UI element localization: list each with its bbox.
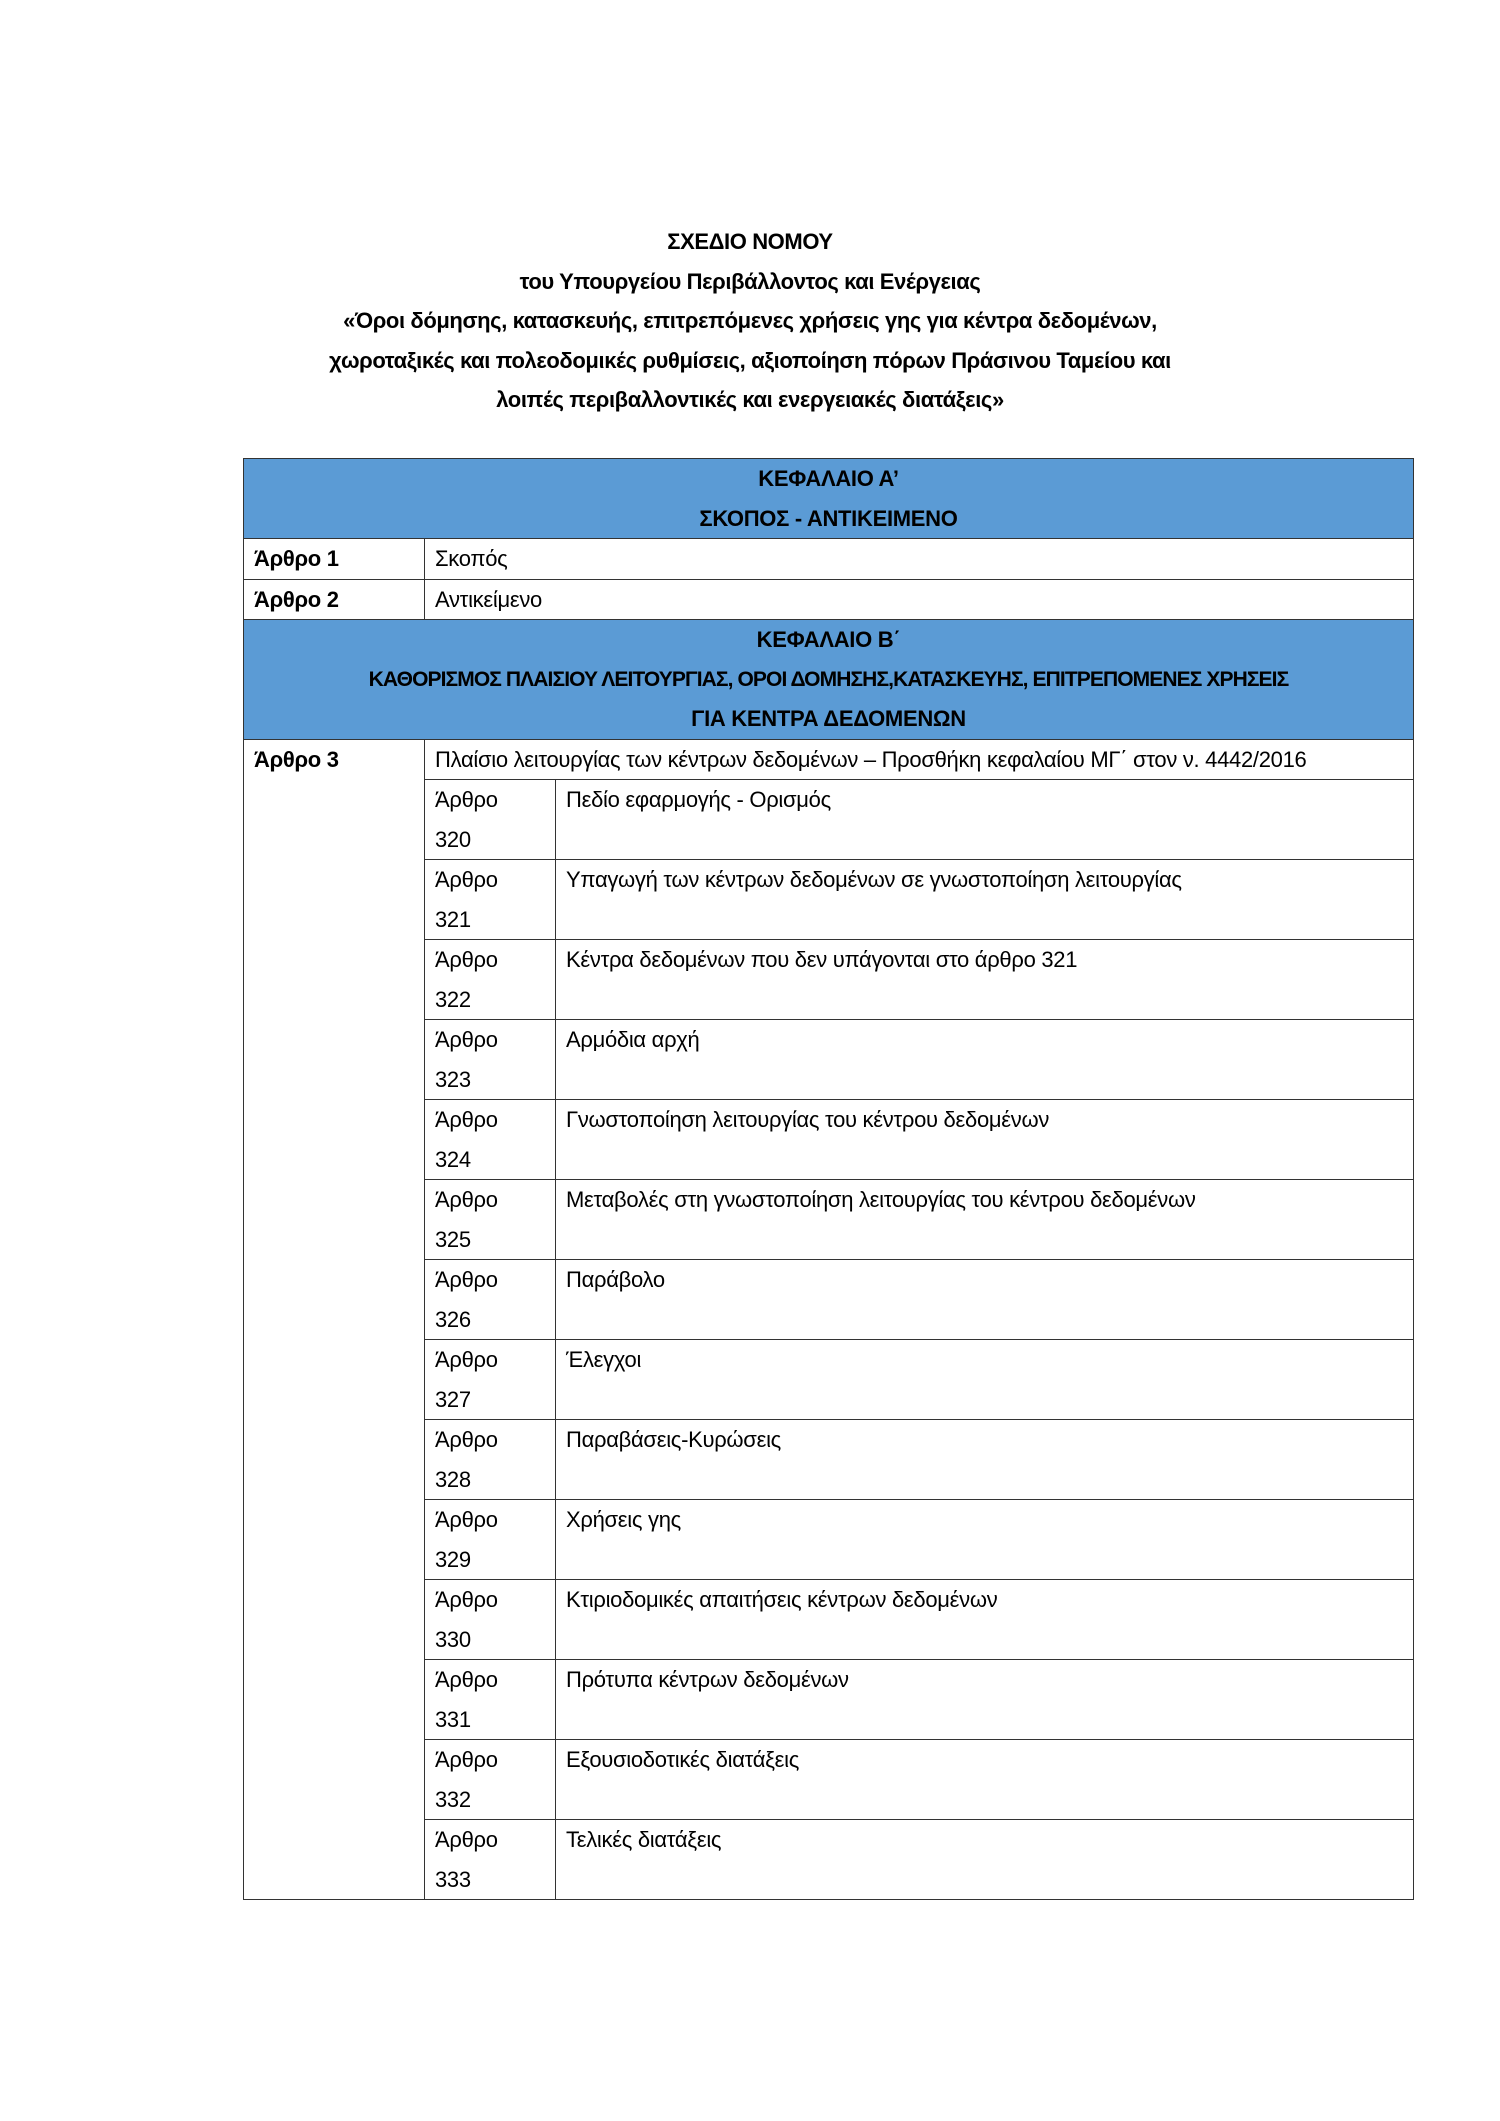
sub-article-title: Αρμόδια αρχή	[556, 1020, 1414, 1100]
sub-article-word: Άρθρο	[435, 787, 498, 812]
chapter-a-header	[244, 459, 1414, 539]
sub-article-title: Μεταβολές στη γνωστοποίηση λειτουργίας του κέντρου δεδομένων	[556, 1180, 1414, 1260]
sub-article-number	[425, 1420, 556, 1500]
sub-article-title: Παράβολο	[556, 1260, 1414, 1340]
sub-article-number	[425, 940, 556, 1020]
article-number: Άρθρο 3	[244, 739, 425, 1900]
chapter-title: ΣΚΟΠΟΣ - ΑΝΤΙΚΕΙΜΕΝΟ	[699, 505, 958, 531]
sub-article-num: 322	[435, 986, 471, 1012]
sub-article-num: 326	[435, 1306, 471, 1332]
article-title: Σκοπός	[425, 539, 1414, 580]
chapter-label: ΚΕΦΑΛΑΙΟ Β΄	[756, 627, 901, 652]
sub-article-number	[425, 1820, 556, 1900]
sub-article-num: 323	[435, 1066, 471, 1092]
sub-article-num: 320	[435, 826, 471, 852]
table-row	[244, 539, 1414, 580]
sub-article-word: Άρθρο	[435, 1747, 498, 1772]
sub-article-num: 330	[435, 1626, 471, 1652]
sub-article-title: Εξουσιοδοτικές διατάξεις	[556, 1740, 1414, 1820]
sub-article-number	[425, 1180, 556, 1260]
sub-article-word: Άρθρο	[435, 1587, 498, 1612]
sub-article-num: 329	[435, 1546, 471, 1572]
title-line: λοιπές περιβαλλοντικές και ενεργειακές διατάξεις»	[496, 387, 1004, 412]
chapter-b-header	[244, 620, 1414, 740]
article-title: Πλαίσιο λειτουργίας των κέντρων δεδομένων – Προσθήκη κεφαλαίου ΜΓ΄ στον ν. 4442/2016	[425, 739, 1414, 780]
sub-article-word: Άρθρο	[435, 1107, 498, 1132]
sub-article-word: Άρθρο	[435, 867, 498, 892]
sub-article-num: 331	[435, 1706, 471, 1732]
sub-article-word: Άρθρο	[435, 1187, 498, 1212]
table-row	[244, 739, 1414, 780]
title-line: ΣΧΕΔΙΟ ΝΟΜΟΥ	[667, 229, 833, 254]
sub-article-title: Χρήσεις γης	[556, 1500, 1414, 1580]
sub-article-number	[425, 1100, 556, 1180]
sub-article-num: 324	[435, 1146, 471, 1172]
sub-article-number	[425, 1500, 556, 1580]
chapter-title: ΓΙΑ ΚΕΝΤΡΑ ΔΕΔΟΜΕΝΩΝ	[691, 706, 966, 731]
sub-article-word: Άρθρο	[435, 1827, 498, 1852]
title-line: «Όροι δόμησης, κατασκευής, επιτρεπόμενες χρήσεις γης για κέντρα δεδομένων,	[343, 308, 1157, 333]
title-line: χωροταξικές και πολεοδομικές ρυθμίσεις, αξιοποίηση πόρων Πράσινου Ταμείου και	[329, 347, 1171, 373]
sub-article-number	[425, 1340, 556, 1420]
sub-article-word: Άρθρο	[435, 1427, 498, 1452]
sub-article-title: Έλεγχοι	[556, 1340, 1414, 1420]
chapter-a-row	[244, 459, 1414, 539]
chapter-b-row	[244, 620, 1414, 740]
article-title: Αντικείμενο	[425, 579, 1414, 620]
title-line: του Υπουργείου Περιβάλλοντος και Ενέργειας	[519, 268, 981, 294]
sub-article-number	[425, 1580, 556, 1660]
sub-article-title: Τελικές διατάξεις	[556, 1820, 1414, 1900]
sub-article-title: Κτιριοδομικές απαιτήσεις κέντρων δεδομένων	[556, 1580, 1414, 1660]
sub-article-word: Άρθρο	[435, 1667, 498, 1692]
document-title	[0, 222, 1500, 420]
sub-article-num: 321	[435, 906, 471, 932]
sub-article-number	[425, 1260, 556, 1340]
sub-article-title: Υπαγωγή των κέντρων δεδομένων σε γνωστοποίηση λειτουργίας	[556, 860, 1414, 940]
sub-article-word: Άρθρο	[435, 1027, 498, 1052]
table-row	[244, 579, 1414, 620]
sub-article-title: Κέντρα δεδομένων που δεν υπάγονται στο άρθρο 321	[556, 940, 1414, 1020]
sub-article-word: Άρθρο	[435, 1347, 498, 1372]
sub-article-word: Άρθρο	[435, 1267, 498, 1292]
sub-article-number	[425, 1020, 556, 1100]
sub-article-title: Πρότυπα κέντρων δεδομένων	[556, 1660, 1414, 1740]
sub-article-num: 328	[435, 1466, 471, 1492]
article-number: Άρθρο 2	[244, 579, 425, 620]
sub-article-number	[425, 1740, 556, 1820]
sub-article-number	[425, 1660, 556, 1740]
sub-article-num: 325	[435, 1226, 471, 1252]
sub-article-word: Άρθρο	[435, 1507, 498, 1532]
chapter-label: ΚΕΦΑΛΑΙΟ Α’	[758, 466, 899, 491]
sub-article-num: 327	[435, 1386, 471, 1412]
sub-article-word: Άρθρο	[435, 947, 498, 972]
sub-article-title: Παραβάσεις-Κυρώσεις	[556, 1420, 1414, 1500]
sub-article-title: Γνωστοποίηση λειτουργίας του κέντρου δεδομένων	[556, 1100, 1414, 1180]
sub-article-number	[425, 860, 556, 940]
sub-article-num: 332	[435, 1786, 471, 1812]
sub-article-title: Πεδίο εφαρμογής - Ορισμός	[556, 780, 1414, 860]
sub-article-number	[425, 780, 556, 860]
contents-table	[243, 458, 1414, 1900]
article-number: Άρθρο 1	[244, 539, 425, 580]
sub-article-num: 333	[435, 1866, 471, 1892]
chapter-title: ΚΑΘΟΡΙΣΜΟΣ ΠΛΑΙΣΙΟΥ ΛΕΙΤΟΥΡΓΙΑΣ, ΟΡΟΙ ΔΟΜΗΣΗΣ,ΚΑΤΑΣΚΕΥΗΣ, ΕΠΙΤΡΕΠΟΜΕΝΕΣ ΧΡΗΣΕΙΣ	[368, 667, 1289, 691]
